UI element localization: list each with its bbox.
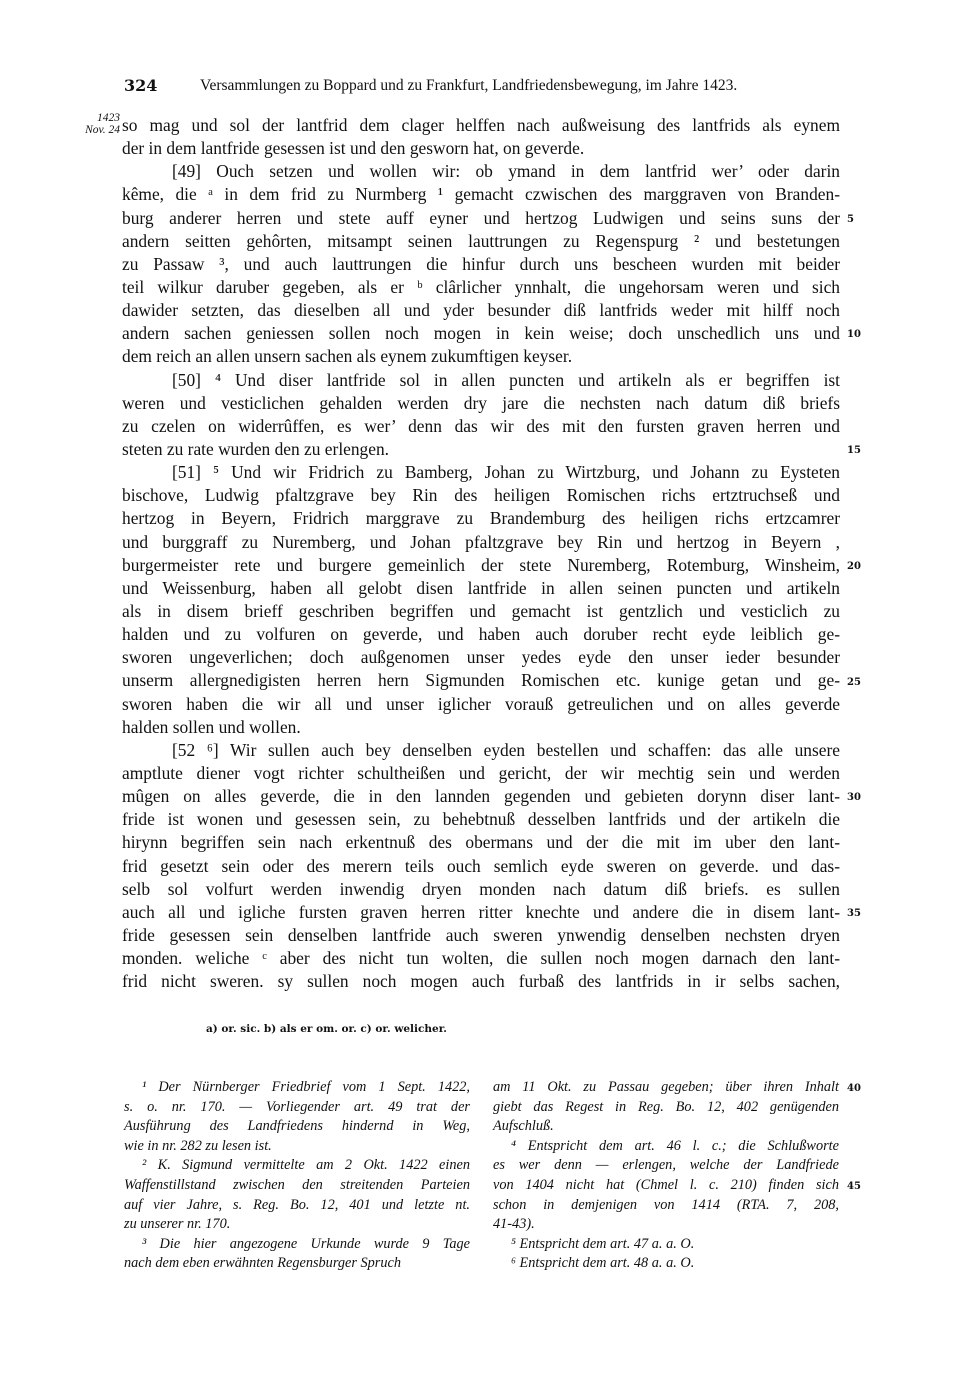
- body-line: amptlute diener vogt richter schultheißen und gericht, der wir mechtig sein und werden: [122, 762, 840, 783]
- line-number: 35: [847, 908, 861, 920]
- main-text: [122, 114, 840, 993]
- body-line: steten zu rate wurden den zu erlengen.: [122, 438, 390, 459]
- body-line: hirynn begriffen sein nach erkentnuß des obermans und der die mit im uber den lant-: [122, 832, 840, 853]
- footnote-line: es wer denn — erlengen, welche der Landfriede: [493, 1157, 839, 1174]
- footnote-line: giebt das Regest in Reg. Bo. 12, 402 genügenden: [493, 1098, 839, 1115]
- footnote-line: ² K. Sigmund vermittelte am 2 Okt. 1422 einen: [142, 1157, 470, 1174]
- footnote-line: Aufschluß.: [493, 1118, 554, 1135]
- body-line: [52 ⁶] Wir sullen auch bey denselben eyden bestellen und schaffen: das alle unsere: [172, 739, 840, 760]
- body-line: zu czelen on widerrûffen, es wer’ denn das wir des mit den fursten graven herren und: [122, 415, 840, 436]
- body-line: andern sachen geniessen sollen noch mogen in kein weise; doch unschedlich uns und: [122, 323, 840, 344]
- line-number: 10: [847, 329, 861, 341]
- body-line: als in disem brieff geschriben begriffen und gemacht ist gentzlich und vesticlich zu: [122, 600, 840, 621]
- body-line: andern seitten gehôrten, mitsampt seinen lauttrungen zu Regenspurg ² und bestetungen: [122, 230, 840, 251]
- margin-date-year: 1423: [97, 112, 120, 124]
- body-line: dem reich an allen unsern sachen als eynem zukumftigen keyser.: [122, 346, 573, 367]
- body-line: unserm allergnedigisten herren hern Sigmunden Romischen etc. kunige getan und ge-: [122, 670, 840, 691]
- footnote-line-number: 40: [847, 1083, 861, 1094]
- margin-date: [76, 112, 120, 136]
- footnote-line: wie in nr. 282 zu lesen ist.: [124, 1137, 272, 1154]
- running-title: Versammlungen zu Boppard und zu Frankfurt, Landfriedensbewegung, im Jahre 1423.: [200, 77, 738, 94]
- body-line: hertzog in Beyern, Fridrich marggrave zu Brandemburg des heiligen richs ertzcamrer: [122, 508, 840, 529]
- body-line: bischove, Ludwig pfaltzgrave bey Rin des heiligen Romischen richs ertztruchseß und: [122, 485, 840, 506]
- body-line: [50] ⁴ Und diser lantfride sol in allen puncten und artikeln als er begriffen ist: [172, 369, 840, 390]
- line-number: 5: [847, 213, 854, 225]
- body-line: und Weissenburg, haben all gelobt disen lantfride in allen seinen puncten und artikeln: [122, 577, 840, 598]
- footnote-line: von 1404 nicht hat (Chmel l. c. 210) finden sich: [493, 1176, 839, 1193]
- footnotes-right-column: [493, 1078, 839, 1274]
- body-line: kême, die ᵃ in dem frid zu Nurmberg ¹ gemacht czwischen des marggraven von Branden-: [122, 184, 840, 205]
- footnote-line: 41-43).: [493, 1216, 535, 1233]
- footnote-line: ³ Die hier angezogene Urkunde wurde 9 Tage: [142, 1235, 470, 1252]
- footnote-line: Waffenstillstand zwischen den streitenden Parteien: [124, 1176, 470, 1193]
- footnote-line: ⁵ Entspricht dem art. 47 a. a. O.: [511, 1235, 695, 1252]
- line-number: 20: [847, 560, 861, 572]
- footnote-line: am 11 Okt. zu Passau gegeben; über ihren Inhalt: [493, 1079, 839, 1095]
- footnote-line: schon in demjenigen von 1414 (RTA. 7, 208,: [493, 1196, 839, 1213]
- body-line: burgermeister rete und burgere gemeinlich der stete Nuremberg, Rotemburg, Winsheim,: [122, 554, 840, 575]
- body-line: frid gesetzt sein oder des merern teils ouch semlich eyde sweren on geverde. und das-: [122, 855, 840, 876]
- footnotes-left-column: [124, 1078, 470, 1274]
- footnote-line: ¹ Der Nürnberger Friedbrief vom 1 Sept. 1422,: [142, 1079, 470, 1095]
- body-line: fride ist wonen und gesessen sein, zu behebtnuß desselben lantfrids und der artikeln die: [122, 809, 840, 830]
- footnote-line: s. o. nr. 170. — Vorliegender art. 49 trat der: [124, 1098, 470, 1115]
- body-line: weren und vesticlichen gehalden werden dry jare die nechsten nach datum diß briefs: [122, 392, 840, 413]
- footnote-line: ⁴ Entspricht dem art. 46 l. c.; die Schlußworte: [511, 1137, 839, 1154]
- footnote-line: Ausführung des Landfriedens hindernd in Weg,: [124, 1118, 470, 1135]
- page-number: 324: [124, 76, 158, 95]
- body-line: zu Passaw ³, und auch lauttrungen die hinfur durch uns bescheen wurden mit beider: [122, 253, 840, 274]
- body-line: teil wilkur daruber gegeben, als er ᵇ clârlicher ynnhalt, die ungehorsam weren und sich: [122, 276, 840, 297]
- footnote-line: nach dem eben erwähnten Regensburger Spruch: [124, 1255, 402, 1272]
- body-line: halden sollen und wollen.: [122, 716, 301, 737]
- body-line: auch all und igliche fursten graven herren ritter knechte und andere die in disem lant-: [122, 901, 840, 922]
- footnote-line: zu unserer nr. 170.: [124, 1216, 231, 1233]
- body-line: [49] Ouch setzen und wollen wir: ob ymand in dem lantfrid wer’ oder darin: [172, 161, 840, 182]
- body-line: burg anderer herren und stete auff eyner und hertzog Ludwigen und seins suns der: [122, 207, 840, 228]
- body-line: mûgen on alles geverde, die in den lannden gegenden und gebieten dorynn diser lant-: [122, 786, 840, 807]
- margin-date-day: Nov. 24: [85, 124, 120, 136]
- body-line: selb sol volfurt werden inwendig dryen monden nach datum diß briefs. es sullen: [122, 878, 840, 899]
- body-line: der in dem lantfride gesessen ist und den gesworn hat, on geverde.: [122, 138, 585, 159]
- variant-notes: a) or. sic. b) als er om. or. c) or. welicher.: [206, 1023, 447, 1035]
- line-number: 15: [847, 445, 861, 457]
- body-line: und burggraff zu Nuremberg, und Johan pfaltzgrave bey Rin und hertzog in Beyern ,: [122, 531, 840, 552]
- body-line: so mag und sol der lantfrid dem clager helffen nach außweisung des lantfrids als eynem: [122, 115, 840, 135]
- footnote-line: ⁶ Entspricht dem art. 48 a. a. O.: [511, 1255, 695, 1272]
- running-header: [120, 76, 840, 98]
- body-line: dawider setzten, das dieselben all und yder besunder diß lantfrids weder mit hilff noch: [122, 300, 840, 321]
- body-line: monden. weliche ᶜ aber des nicht tun wolten, die sullen noch mogen darnach den lant-: [122, 948, 840, 969]
- line-number: 25: [847, 676, 861, 688]
- footnote-line: auf vier Jahre, s. Reg. Bo. 12, 401 und letzte nt.: [124, 1196, 470, 1213]
- line-number: 30: [847, 792, 861, 804]
- body-line: [51] ⁵ Und wir Fridrich zu Bamberg, Johan zu Wirtzburg, und Johann zu Eysteten: [172, 462, 840, 483]
- body-line: fride gesessen sein denselben lantfride auch sweren ynwendig denselben nechsten dryen: [122, 924, 840, 945]
- body-line: sworen ungeverlichen; doch außgenomen unser yedes eyde den unser ieder besunder: [122, 647, 840, 668]
- body-line: frid nicht sweren. sy sullen noch mogen auch furbaß des lantfrids in ir selbs sachen,: [122, 971, 840, 992]
- body-line: sworen haben die wir all und unser iglicher vorauß getreulichen und on alles geverde: [122, 693, 840, 714]
- body-line: halden und zu volfuren on geverde, und haben auch doruber recht eyde leiblich ge-: [122, 624, 840, 645]
- footnote-line-number: 45: [847, 1181, 861, 1192]
